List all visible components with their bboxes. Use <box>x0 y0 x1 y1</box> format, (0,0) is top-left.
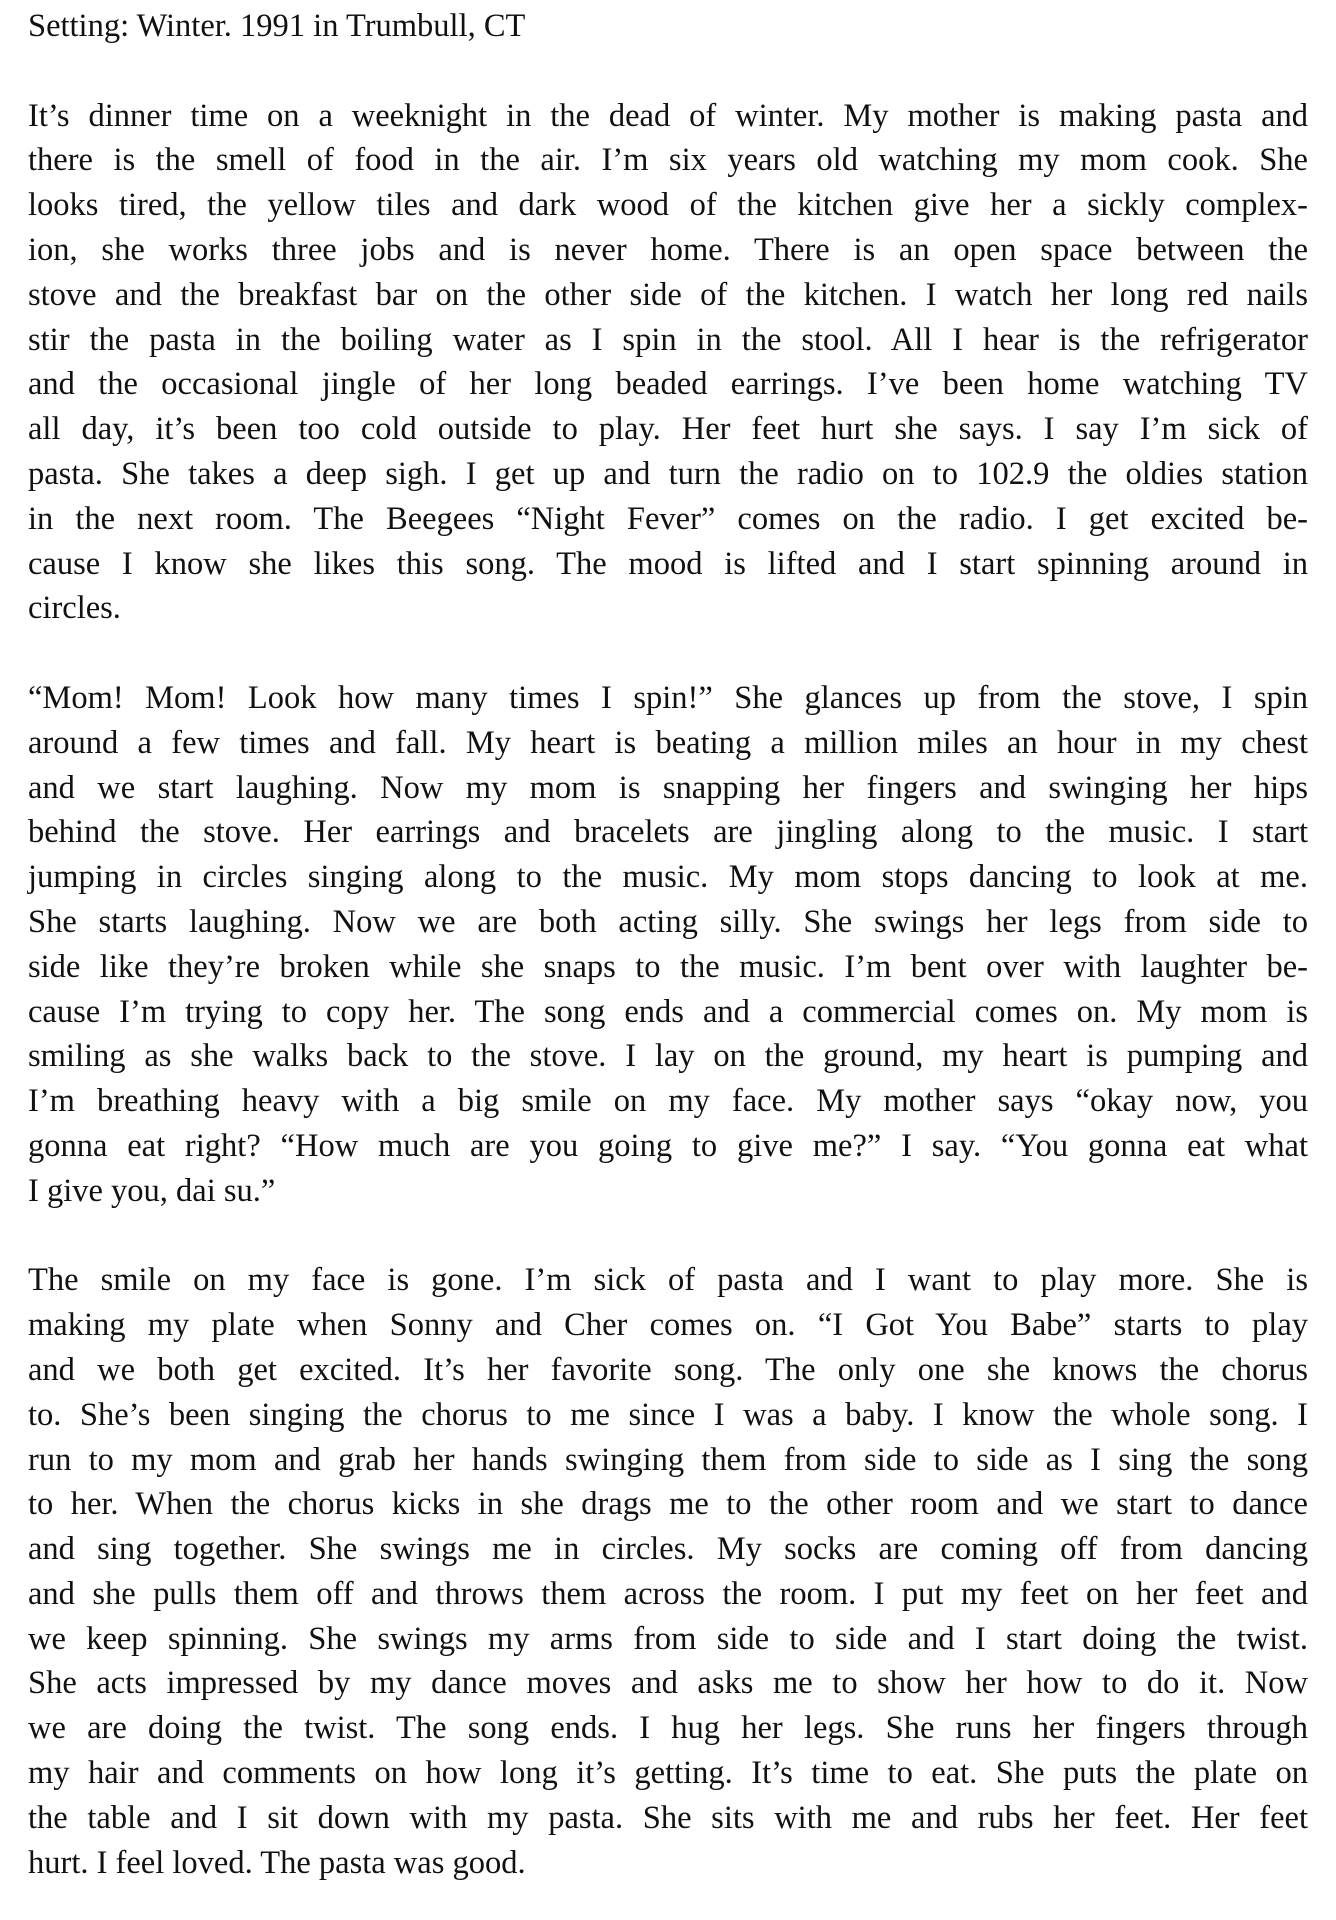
text-line: It’s dinner time on a weeknight in the dead of winter. My mother is making pasta and <box>28 97 1308 134</box>
text-line: in the next room. The Beegees “Night Fever” comes on the radio. I get excited be- <box>28 500 1308 537</box>
text-line: “Mom! Mom! Look how many times I spin!” She glances up from the stove, I spin <box>28 679 1308 716</box>
text-line: circles. <box>28 590 121 627</box>
text-line: around a few times and fall. My heart is beating a million miles an hour in my chest <box>28 724 1308 761</box>
text-line: She acts impressed by my dance moves and asks me to show her how to do it. Now <box>28 1665 1308 1702</box>
text-line: making my plate when Sonny and Cher comes on. “I Got You Babe” starts to play <box>28 1307 1308 1344</box>
text-line: there is the smell of food in the air. I’m six years old watching my mom cook. She <box>28 142 1308 179</box>
text-line: and the occasional jingle of her long beaded earrings. I’ve been home watching TV <box>28 366 1308 403</box>
text-line: to her. When the chorus kicks in she drags me to the other room and we start to dance <box>28 1486 1308 1523</box>
text-line: pasta. She takes a deep sigh. I get up and turn the radio on to 102.9 the oldies station <box>28 455 1308 492</box>
text-line: stove and the breakfast bar on the other side of the kitchen. I watch her long red nails <box>28 276 1308 313</box>
text-line: and sing together. She swings me in circles. My socks are coming off from dancing <box>28 1531 1308 1568</box>
text-line: gonna eat right? “How much are you going to give me?” I say. “You gonna eat what <box>28 1127 1308 1164</box>
text-line: to. She’s been singing the chorus to me since I was a baby. I know the whole song. I <box>28 1396 1308 1433</box>
text-line: we are doing the twist. The song ends. I hug her legs. She runs her fingers through <box>28 1710 1308 1747</box>
text-line: cause I’m trying to copy her. The song ends and a commercial comes on. My mom is <box>28 993 1308 1030</box>
text-line: stir the pasta in the boiling water as I spin in the stool. All I hear is the refrigerator <box>28 321 1308 358</box>
text-line: behind the stove. Her earrings and bracelets are jingling along to the music. I start <box>28 814 1308 851</box>
text-line: and she pulls them off and throws them across the room. I put my feet on her feet and <box>28 1575 1308 1612</box>
text-line: side like they’re broken while she snaps to the music. I’m bent over with laughter be- <box>28 948 1308 985</box>
text-line: cause I know she likes this song. The mood is lifted and I start spinning around in <box>28 545 1308 582</box>
text-line: and we both get excited. It’s her favorite song. The only one she knows the chorus <box>28 1351 1308 1388</box>
text-line: we keep spinning. She swings my arms from side to side and I start doing the twist. <box>28 1620 1308 1657</box>
paragraph-1 <box>28 94 1308 632</box>
text-line: jumping in circles singing along to the music. My mom stops dancing to look at me. <box>28 859 1308 896</box>
text-line: my hair and comments on how long it’s getting. It’s time to eat. She puts the plate on <box>28 1755 1308 1792</box>
text-line: looks tired, the yellow tiles and dark wood of the kitchen give her a sickly complex- <box>28 187 1308 224</box>
text-line: I’m breathing heavy with a big smile on my face. My mother says “okay now, you <box>28 1083 1308 1120</box>
paragraph-2 <box>28 676 1308 1214</box>
setting-line: Setting: Winter. 1991 in Trumbull, CT <box>28 8 526 44</box>
text-line: I give you, dai su.” <box>28 1172 276 1209</box>
text-line: She starts laughing. Now we are both acting silly. She swings her legs from side to <box>28 903 1308 940</box>
text-line: and we start laughing. Now my mom is snapping her fingers and swinging her hips <box>28 769 1308 806</box>
text-line: hurt. I feel loved. The pasta was good. <box>28 1844 526 1881</box>
text-line: ion, she works three jobs and is never home. There is an open space between the <box>28 231 1308 268</box>
text-line: run to my mom and grab her hands swinging them from side to side as I sing the song <box>28 1441 1308 1478</box>
text-line: The smile on my face is gone. I’m sick of pasta and I want to play more. She is <box>28 1262 1308 1299</box>
paragraph-3 <box>28 1258 1308 1885</box>
text-line: the table and I sit down with my pasta. She sits with me and rubs her feet. Her feet <box>28 1799 1308 1836</box>
text-line: smiling as she walks back to the stove. I lay on the ground, my heart is pumping and <box>28 1038 1308 1075</box>
text-line: all day, it’s been too cold outside to play. Her feet hurt she says. I say I’m sick of <box>28 411 1308 448</box>
